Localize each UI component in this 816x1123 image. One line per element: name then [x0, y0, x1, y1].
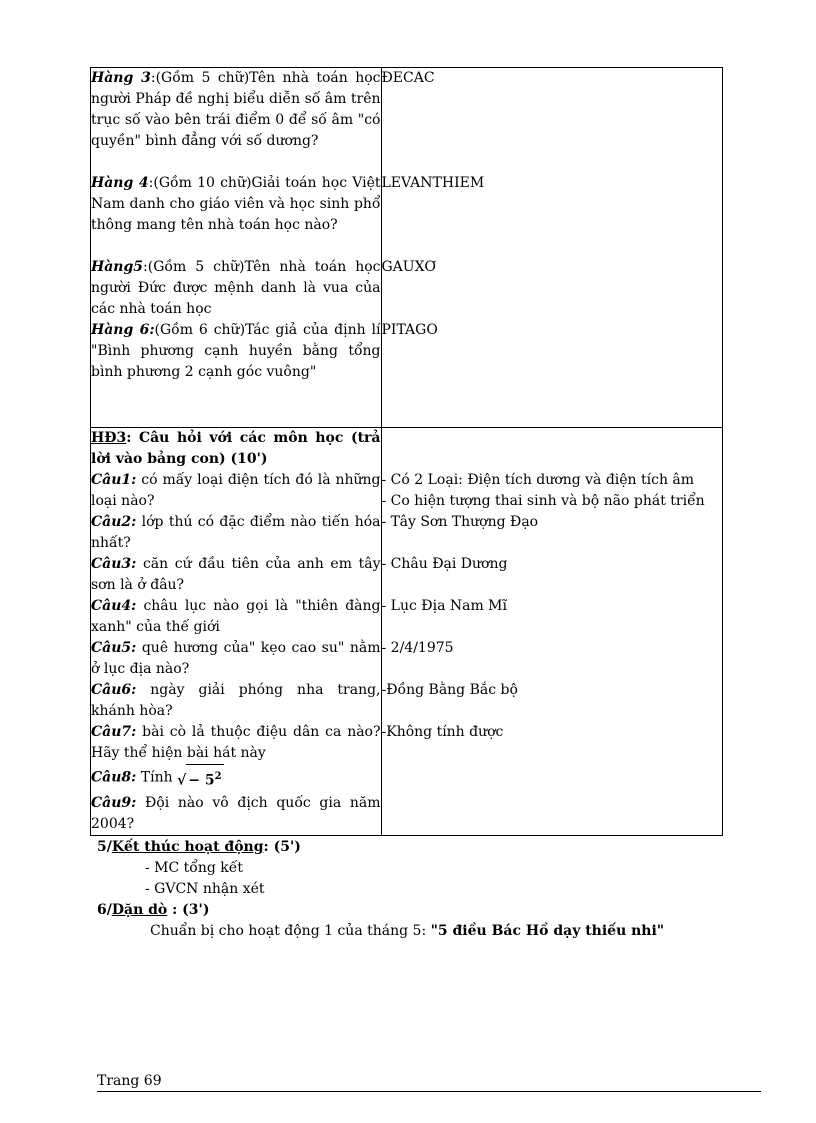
sqrt-expression: √ − $5^2$ — [177, 764, 224, 793]
answer-6: - 2/4/1975 — [381, 640, 454, 656]
answer-row4: LEVANTHIEM — [381, 175, 485, 191]
answer-row5: GAUXƠ — [381, 259, 437, 275]
question-4: Câu4: châu lục nào gọi là "thiên đàng xanh" của thế giới — [91, 598, 381, 635]
table-row — [91, 68, 723, 428]
section6-line: Chuẩn bị cho hoạt động 1 của tháng 5: "5 điều Bác Hồ dạy thiếu nhi" — [150, 923, 665, 939]
answer-7: -Đồng Bằng Bắc bộ — [381, 682, 518, 698]
answer-1: - Có 2 Loại: Điện tích dương và điện tích âm — [381, 472, 695, 488]
question-2: Câu2: lớp thú có đặc điểm nào tiến hóa nhất? — [91, 514, 381, 551]
question-1: Câu1: có mấy loại điện tích đó là những loại nào? — [91, 472, 381, 509]
question-row4: Hàng 4:(Gồm 10 chữ)Giải toán học Việt Nam danh cho giáo viên và học sinh phổ thông mang tên nhà toán học nào? — [91, 175, 381, 233]
answer-row3: ĐECAC — [381, 70, 435, 86]
answer-2: - Co hiện tượng thai sinh và bộ não phát triển — [381, 493, 705, 509]
question-row6: Hàng 6:(Gồm 6 chữ)Tác giả của định lí "Bình phương cạnh huyền bằng tổng bình phương 2 cạnh góc vuông" — [91, 322, 381, 380]
answer-3: - Tây Sơn Thượng Đạo — [381, 514, 539, 530]
answer-row6: PITAGO — [381, 322, 438, 338]
question-9: Câu9: Đội nào vô địch quốc gia năm 2004? — [91, 794, 381, 832]
question-row5: Hàng5:(Gồm 5 chữ)Tên nhà toán học người Đức được mệnh danh là vua của các nhà toán học — [91, 259, 381, 317]
table-row — [91, 428, 723, 836]
page-number: Trang 69 — [97, 1073, 162, 1089]
section5-heading: 5/Kết thúc hoạt động: (5') — [97, 839, 301, 855]
section5-item: - MC tổng kết — [145, 860, 244, 876]
answer-8: -Không tính được — [381, 724, 504, 740]
section5-item: - GVCN nhận xét — [145, 881, 265, 897]
answer-5: - Lục Địa Nam Mĩ — [381, 598, 507, 614]
content-table — [90, 67, 723, 836]
after-table-content — [97, 837, 737, 942]
section6-heading: 6/Dặn dò : (3') — [97, 902, 210, 918]
hd3-answers-cell — [381, 428, 723, 836]
page-footer — [97, 1073, 761, 1092]
question-row3: Hàng 3:(Gồm 5 chữ)Tên nhà toán học người Pháp đề nghị biểu diễn số âm trên trục số vào bên trái điểm 0 để số âm "có quyền" bình đẳng với số dương? — [91, 70, 381, 149]
hd3-heading: HĐ3: Câu hỏi với các môn học (trả lời vào bảng con) (10') — [91, 430, 381, 467]
hd3-questions-cell — [91, 428, 382, 836]
question-5: Câu5: quê hương của" kẹo cao su" nằm ở lục địa nào? — [91, 640, 381, 677]
question-7: Câu7: bài cò lả thuộc điệu dân ca nào? Hãy thể hiện bài hát này — [91, 724, 381, 761]
questions-cell — [91, 68, 382, 428]
answers-cell — [381, 68, 723, 428]
answer-4: - Châu Đại Dương — [381, 556, 508, 572]
question-6: Câu6: ngày giải phóng nha trang, khánh hòa? — [91, 682, 381, 719]
question-3: Câu3: căn cứ đầu tiên của anh em tây sơn là ở đâu? — [91, 556, 381, 593]
question-8: Câu8: Tính √ − $5^2$ — [91, 764, 381, 793]
